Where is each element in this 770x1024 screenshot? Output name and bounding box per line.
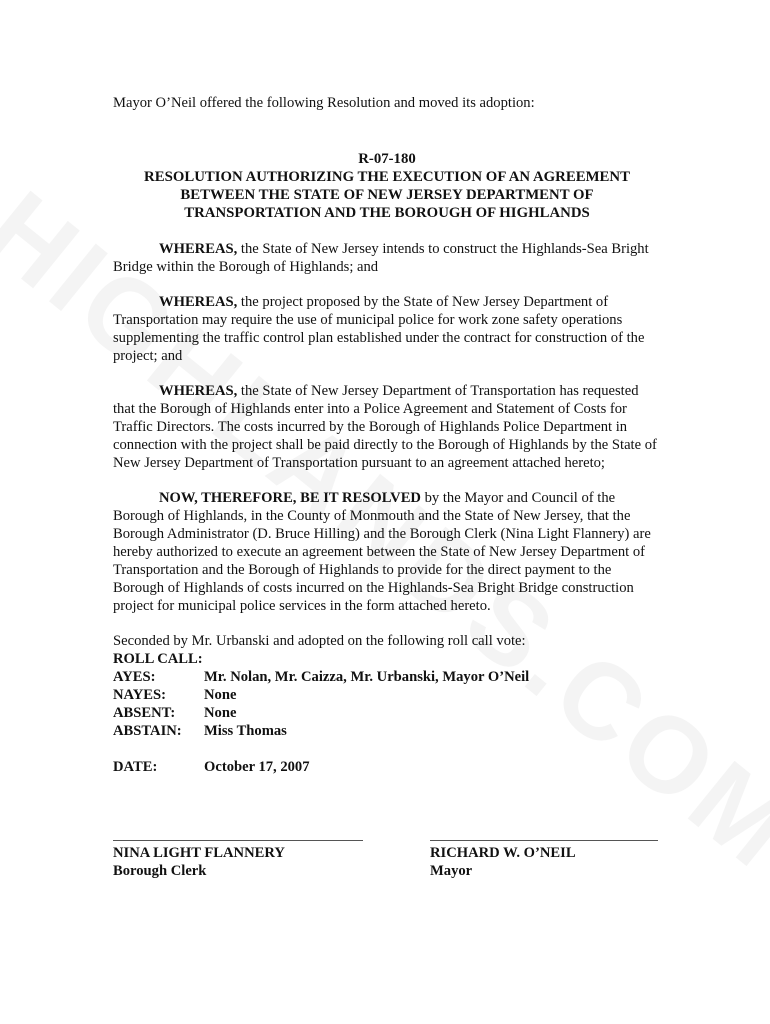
roll-call-row [113, 668, 661, 686]
resolution-heading [113, 150, 661, 222]
resolution-number: R-07-180 [358, 151, 416, 167]
signer-name: NINA LIGHT FLANNERY [113, 845, 285, 861]
roll-call-value: Miss Thomas [204, 723, 287, 739]
paragraph-lead: NOW, THEREFORE, BE IT RESOLVED [159, 490, 421, 506]
intro-line: Mayor O’Neil offered the following Resolution and moved its adoption: [113, 95, 535, 111]
roll-call-value: None [204, 687, 237, 703]
resolution-title-line: TRANSPORTATION AND THE BOROUGH OF HIGHLANDS [184, 205, 590, 221]
clerk-signature [113, 840, 363, 880]
signature-block [113, 840, 661, 900]
resolved-paragraph [113, 489, 661, 615]
paragraph-lead: WHEREAS, [159, 383, 238, 399]
paragraph-text: by the Mayor and Council of the Borough of Highlands, in the County of Monmouth and the State of New Jersey, that the Borough Administrator (D. Bruce Hilling) and the Borough Clerk (Nina Light Flannery) are hereby authorized to execute an agreement between the State of New Jersey Department of Transportation and the Borough of Highlands to provide for the direct payment to the Borough of Highlands of costs incurred on the Highlands-Sea Bright Bridge construction project for municipal police services in the form attached hereto. [113, 490, 651, 614]
resolution-title-line: BETWEEN THE STATE OF NEW JERSEY DEPARTMENT OF [180, 187, 594, 203]
roll-call-label: NAYES: [113, 687, 166, 703]
whereas-paragraph [113, 382, 661, 472]
roll-call-row [113, 686, 661, 704]
paragraph-text: the State of New Jersey Department of Transportation has requested that the Borough of Highlands enter into a Police Agreement and Statement of Costs for Traffic Directors. The costs incurred by the Borough of Highlands Police Department in connection with the project shall be paid directly to the Borough of Highlands by the State of New Jersey Department of Transportation pursuant to an agreement attached hereto; [113, 383, 657, 471]
signer-name: RICHARD W. O’NEIL [430, 845, 576, 861]
paragraph-lead: WHEREAS, [159, 241, 238, 257]
roll-call-label: ABSTAIN: [113, 723, 182, 739]
date-value: October 17, 2007 [204, 759, 310, 775]
roll-call-row [113, 704, 661, 722]
paragraph-text: the State of New Jersey intends to construct the Highlands-Sea Bright Bridge within the Borough of Highlands; and [113, 241, 649, 275]
paragraph-lead: WHEREAS, [159, 294, 238, 310]
roll-call-value: Mr. Nolan, Mr. Caizza, Mr. Urbanski, Mayor O’Neil [204, 669, 530, 685]
roll-call-row [113, 722, 661, 740]
roll-call-label: ABSENT: [113, 705, 176, 721]
roll-call-title: ROLL CALL: [113, 651, 203, 667]
resolution-body [113, 94, 661, 776]
mayor-signature [430, 840, 658, 880]
signature-line [113, 840, 363, 841]
date-row [113, 758, 661, 776]
resolution-title-line: RESOLUTION AUTHORIZING THE EXECUTION OF AN AGREEMENT [144, 169, 630, 185]
signer-title: Mayor [430, 863, 473, 879]
roll-call-label: AYES: [113, 669, 156, 685]
whereas-paragraph [113, 240, 661, 276]
paragraph-text: the project proposed by the State of New Jersey Department of Transportation may require the use of municipal police for work zone safety operations supplementing the traffic control plan established under the contract for construction of the project; and [113, 294, 645, 364]
whereas-paragraph [113, 293, 661, 365]
roll-call-value: None [204, 705, 237, 721]
signer-title: Borough Clerk [113, 863, 207, 879]
date-label: DATE: [113, 759, 158, 775]
signature-line [430, 840, 658, 841]
seconded-line: Seconded by Mr. Urbanski and adopted on the following roll call vote: [113, 633, 526, 649]
